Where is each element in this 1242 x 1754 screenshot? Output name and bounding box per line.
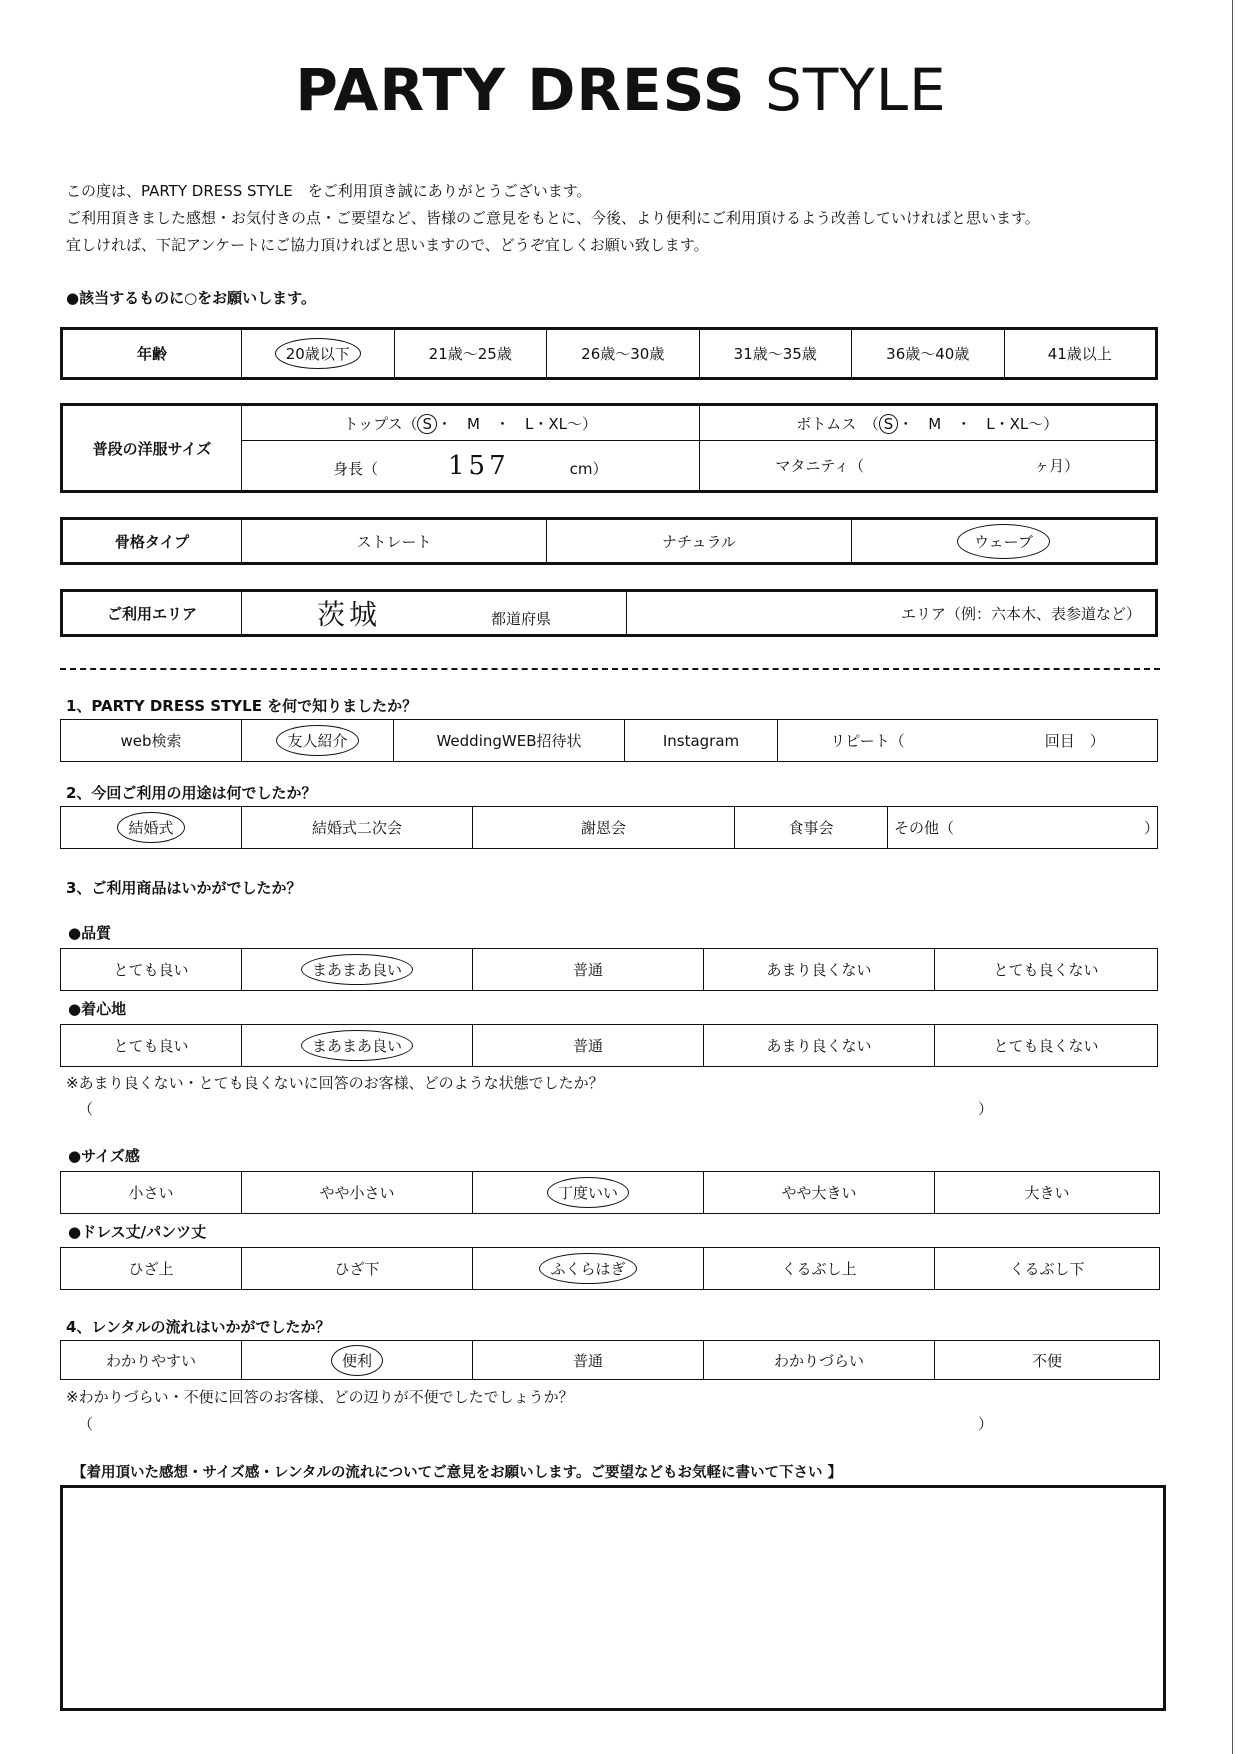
height-value: 157	[448, 450, 510, 481]
q1-repeat-suffix: 回目 ）	[1044, 732, 1105, 750]
frame-wave: ウェーブ	[957, 524, 1050, 559]
comfort-table	[60, 1024, 1158, 1067]
length-option[interactable]: くるぶし上	[704, 1248, 935, 1290]
divider	[60, 668, 1160, 670]
comfort-option[interactable]: とても良い	[61, 1025, 242, 1067]
q4-option[interactable]	[242, 1341, 473, 1380]
quality-option[interactable]: 普通	[473, 949, 704, 991]
comfort-option[interactable]	[242, 1025, 473, 1067]
q2-other-close: ）	[1144, 819, 1160, 837]
length-option[interactable]: ひざ下	[242, 1248, 473, 1290]
fit-option[interactable]: やや大きい	[704, 1172, 935, 1214]
length-option[interactable]: くるぶし下	[935, 1248, 1160, 1290]
length-calf: ふくらはぎ	[539, 1253, 636, 1284]
fit-just-right: 丁度いい	[547, 1177, 629, 1208]
frame-option[interactable]: ストレート	[242, 519, 547, 564]
q1-repeat-label: リピート（	[830, 732, 905, 750]
fit-table	[60, 1171, 1160, 1214]
q1-friend: 友人紹介	[276, 725, 358, 756]
age-option[interactable]: 21歳～25歳	[394, 329, 547, 379]
frame-label: 骨格タイプ	[62, 519, 242, 564]
comfort-note-open: （	[78, 1100, 94, 1118]
q4-note: ※わかりづらい・不便に回答のお客様、どの辺りが不便でしたでしょうか？	[66, 1388, 574, 1406]
comment-title: 【着用頂いた感想・サイズ感・レンタルの流れについてご意見をお願いします。ご要望などもお気軽に書いて下さい 】	[72, 1465, 842, 1481]
scan-edge-line	[1232, 0, 1233, 1754]
q1-option[interactable]	[242, 720, 394, 762]
length-option[interactable]	[473, 1248, 704, 1290]
intro-line-1: この度は、PARTY DRESS STYLE をご利用頂き誠にありがとうございます。	[66, 182, 592, 200]
q2-wedding: 結婚式	[117, 812, 184, 843]
bottoms-prefix: ボトムス （	[796, 414, 879, 433]
q2-table	[60, 806, 1158, 849]
tops-rest: ・ M ・ L・XL～）	[437, 414, 597, 433]
age-table	[60, 327, 1158, 380]
instruction: ●該当するものに○をお願いします。	[66, 289, 316, 307]
age-label: 年齢	[62, 329, 242, 379]
height-field[interactable]	[242, 441, 700, 492]
q4-option[interactable]: わかりやすい	[61, 1341, 242, 1380]
q1-repeat[interactable]	[778, 720, 1158, 762]
quality-label: ●品質	[68, 924, 112, 942]
quality-option[interactable]	[242, 949, 473, 991]
frame-option[interactable]: ナチュラル	[547, 519, 852, 564]
quality-fairly-good: まあまあ良い	[301, 954, 413, 985]
logo-bold: PARTY DRESS	[295, 56, 746, 124]
q4-option[interactable]: わかりづらい	[704, 1341, 935, 1380]
tops-size[interactable]	[242, 405, 700, 441]
bottoms-selected: S	[879, 414, 899, 434]
intro-text	[66, 178, 1040, 259]
quality-option[interactable]: とても良くない	[935, 949, 1158, 991]
q2-other[interactable]	[888, 807, 1158, 849]
comfort-option[interactable]: あまり良くない	[704, 1025, 935, 1067]
comfort-note: ※あまり良くない・とても良くないに回答のお客様、どのような状態でしたか？	[66, 1074, 604, 1092]
maternity-label: マタニティ（	[775, 457, 865, 476]
q2-option[interactable]	[61, 807, 242, 849]
tops-prefix: トップス（	[343, 414, 418, 433]
q1-table	[60, 719, 1158, 762]
frame-option[interactable]	[852, 519, 1157, 564]
q4-option[interactable]: 不便	[935, 1341, 1160, 1380]
age-20-under: 20歳以下	[275, 338, 361, 369]
fit-option[interactable]: 小さい	[61, 1172, 242, 1214]
maternity-field[interactable]	[699, 441, 1157, 492]
q4-option[interactable]: 普通	[473, 1341, 704, 1380]
quality-option[interactable]: とても良い	[61, 949, 242, 991]
area-field[interactable]: エリア（例：六本木、表参道など）	[627, 591, 1157, 636]
comment-box[interactable]	[60, 1485, 1166, 1711]
fit-option[interactable]	[473, 1172, 704, 1214]
prefecture-suffix: 都道府県	[491, 610, 552, 628]
frame-table	[60, 517, 1158, 565]
fit-option[interactable]: やや小さい	[242, 1172, 473, 1214]
length-table	[60, 1247, 1160, 1290]
height-unit: cm）	[569, 459, 608, 478]
size-label: 普段の洋服サイズ	[62, 405, 242, 492]
age-option[interactable]	[242, 329, 395, 379]
prefecture-value: 茨城	[316, 598, 381, 631]
q4-note-open: （	[78, 1415, 94, 1433]
area-label: ご利用エリア	[62, 591, 242, 636]
q1-option[interactable]: WeddingWEB招待状	[394, 720, 625, 762]
comfort-note-close: ）	[978, 1100, 994, 1118]
comfort-fairly-good: まあまあ良い	[301, 1030, 413, 1061]
age-option[interactable]: 36歳～40歳	[852, 329, 1005, 379]
area-table	[60, 589, 1158, 637]
q2-title: 2、今回ご利用の用途は何でしたか？	[66, 784, 317, 802]
q2-option[interactable]: 結婚式二次会	[242, 807, 473, 849]
intro-line-2: ご利用頂きました感想・お気付きの点・ご要望など、皆様のご意見をもとに、今後、より便利にご利用頂けるよう改善していければと思います。	[66, 209, 1040, 227]
quality-option[interactable]: あまり良くない	[704, 949, 935, 991]
q2-other-label: その他（	[894, 819, 955, 837]
height-label: 身長（	[332, 459, 378, 478]
logo	[0, 55, 1242, 125]
intro-line-3: 宜しければ、下記アンケートにご協力頂ければと思いますので、どうぞ宜しくお願い致します。	[66, 236, 709, 254]
q3-title: 3、ご利用商品はいかがでしたか？	[66, 879, 302, 897]
fit-option[interactable]: 大きい	[935, 1172, 1160, 1214]
quality-table	[60, 948, 1158, 991]
age-option[interactable]: 41歳以上	[1004, 329, 1157, 379]
q4-title: 4、レンタルの流れはいかがでしたか？	[66, 1318, 331, 1336]
logo-light: STYLE	[745, 56, 947, 124]
q1-title: 1、PARTY DRESS STYLE を何で知りましたか？	[66, 697, 418, 715]
q2-option[interactable]: 食事会	[735, 807, 888, 849]
comfort-option[interactable]: 普通	[473, 1025, 704, 1067]
age-option[interactable]: 31歳～35歳	[699, 329, 852, 379]
tops-selected: S	[417, 414, 437, 434]
bottoms-size[interactable]	[699, 405, 1157, 441]
comfort-option[interactable]: とても良くない	[935, 1025, 1158, 1067]
fit-label: ●サイズ感	[68, 1147, 140, 1165]
maternity-unit: ヶ月）	[1034, 457, 1080, 476]
q1-option[interactable]: web検索	[61, 720, 242, 762]
size-table	[60, 403, 1158, 493]
comfort-label: ●着心地	[68, 1000, 127, 1018]
q4-convenient: 便利	[331, 1345, 383, 1376]
q2-option[interactable]: 謝恩会	[473, 807, 735, 849]
prefecture-field[interactable]	[242, 591, 627, 636]
age-option[interactable]: 26歳～30歳	[547, 329, 700, 379]
q4-table	[60, 1340, 1160, 1380]
q1-option[interactable]: Instagram	[625, 720, 778, 762]
length-label: ●ドレス丈/パンツ丈	[68, 1223, 207, 1241]
bottoms-rest: ・ M ・ L・XL～）	[898, 414, 1059, 433]
length-option[interactable]: ひざ上	[61, 1248, 242, 1290]
q4-note-close: ）	[978, 1415, 994, 1433]
